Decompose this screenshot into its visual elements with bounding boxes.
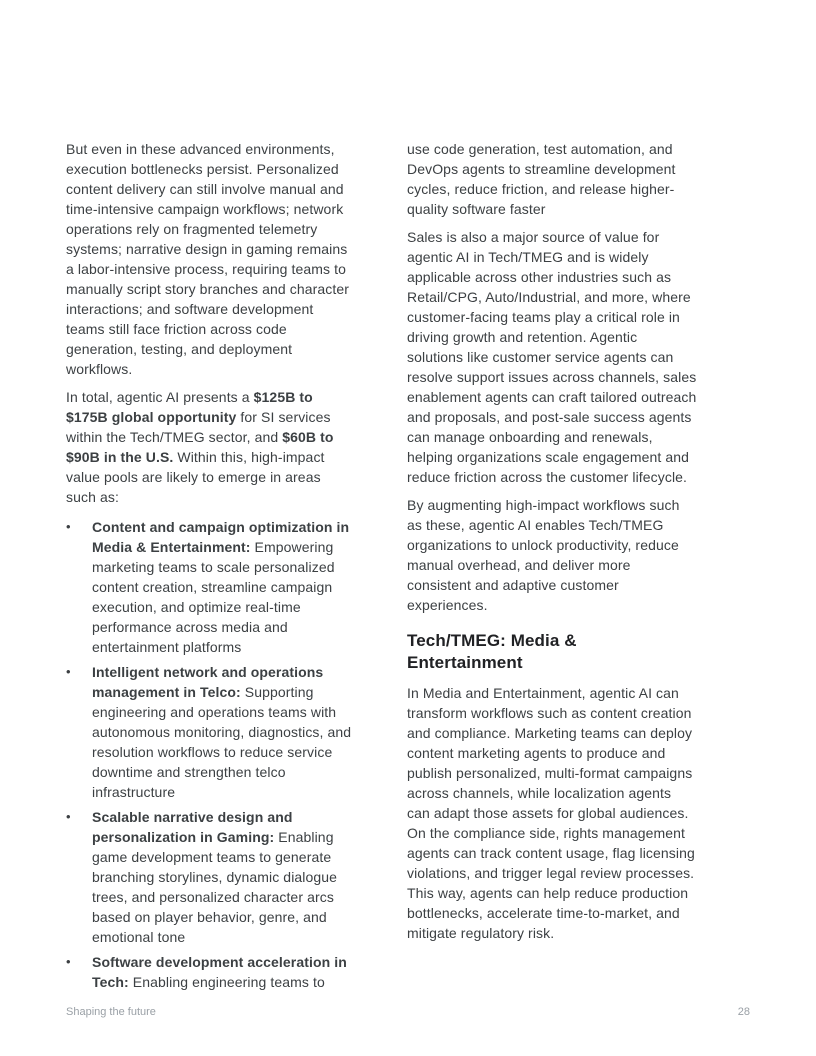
text-run: for SI services within the Tech/TMEG sector, and [66, 409, 331, 445]
paragraph-bottlenecks: But even in these advanced environments, execution bottlenecks persist. Personalized content delivery can still involve manual and time-intensive campaign workflows; network operations rely on fragmented telemetry systems; narrative design in gaming remains a labor-intensive process, requiring teams to manually script story branches and character interactions; and software development teams still face friction across code generation, testing, and deployment workflows. [66, 141, 349, 377]
text-run: In total, agentic AI presents a [66, 389, 254, 405]
list-item-text [92, 807, 353, 947]
left-column [66, 139, 353, 997]
page-number: 28 [737, 1006, 750, 1018]
bold-run: Scalable narrative design and personalization in Gaming: [92, 809, 293, 845]
paragraph-augmenting: By augmenting high-impact workflows such as these, agentic AI enables Tech/TMEG organizations to unlock productivity, reduce manual overhead, and deliver more consistent and adaptive customer experiences. [407, 497, 680, 613]
bold-run-global-opportunity: $125B to $175B global opportunity [66, 389, 313, 425]
bullet-icon: • [66, 809, 71, 824]
value-pools-list [66, 517, 353, 992]
bold-run: Intelligent network and operations management in Telco: [92, 664, 324, 700]
paragraph-media-entertainment: In Media and Entertainment, agentic AI can transform workflows such as content creation and compliance. Marketing teams can deploy content marketing agents to produce and publish personalized, multi-format campaigns across channels, while localization agents can adapt those assets for global audiences. On the compliance side, rights management agents can track content usage, flag licensing violations, and trigger legal review processes. This way, agents can help reduce production bottlenecks, accelerate time-to-market, and mitigate regulatory risk. [407, 685, 695, 941]
bullet-icon: • [66, 519, 71, 534]
list-item-tech [66, 952, 353, 992]
page-footer [66, 1005, 750, 1019]
list-item-media-entertainment [66, 517, 353, 657]
bullet-icon: • [66, 954, 71, 969]
footer-title: Shaping the future [66, 1006, 156, 1018]
text-run: Enabling engineering teams to [128, 974, 325, 990]
text-run: Enabling game development teams to generate branching storylines, dynamic dialogue trees, and personalized character arcs based on player behavior, genre, and emotional tone [92, 829, 338, 945]
text-run: Supporting engineering and operations teams with autonomous monitoring, diagnostics, and resolution workflows to reduce service downtime and strengthen telco infrastructure [92, 684, 352, 800]
list-item-text [92, 662, 353, 802]
bold-run: Software development acceleration in Tech: [92, 954, 347, 990]
bullet-icon: • [66, 664, 71, 679]
text-run: Empowering marketing teams to scale personalized content creation, streamline campaign execution, and optimize real-time performance across media and entertainment platforms [92, 539, 335, 655]
bold-run-us-opportunity: $60B to $90B in the U.S. [66, 429, 334, 465]
list-item-text [92, 952, 353, 992]
text-run: Within this, high-impact value pools are likely to emerge in areas such as: [66, 449, 325, 505]
right-column [407, 139, 697, 943]
paragraph-bullet-continuation: use code generation, test automation, and DevOps agents to streamline development cycles, reduce friction, and release higher-quality software faster [407, 141, 676, 217]
section-heading-tech-tmeg: Tech/TMEG: Media & Entertainment [407, 631, 577, 672]
list-item-telco [66, 662, 353, 802]
paragraph-sales: Sales is also a major source of value for agentic AI in Tech/TMEG and is widely applicable across other industries such as Retail/CPG, Auto/Industrial, and more, where customer-facing teams play a critical role in driving growth and retention. Agentic solutions like customer service agents can resolve support issues across channels, sales enablement agents can craft tailored outreach and proposals, and post-sale success agents can manage onboarding and renewals, helping organizations scale engagement and reduce friction across the customer lifecycle. [407, 229, 697, 485]
paragraph-opportunity [66, 387, 353, 507]
bold-run: Content and campaign optimization in Media & Entertainment: [92, 519, 350, 555]
list-item-gaming [66, 807, 353, 947]
list-item-text [92, 517, 353, 657]
